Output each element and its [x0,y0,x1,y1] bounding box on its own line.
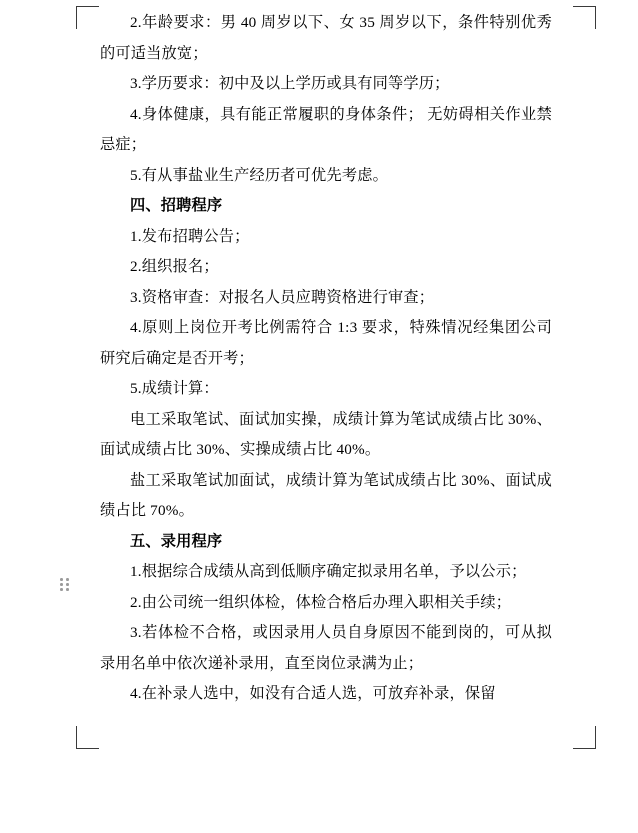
paragraph-step-announcement: 1.发布招聘公告； [130,227,250,245]
heading-section-four: 四、招聘程序 [130,197,223,214]
crop-mark-top-left [76,6,99,29]
document-body [100,8,552,710]
paragraph-hire-step-no-candidate: 4.在补录人选中，如没有合适人选，可放弃补录，保留 [130,685,496,702]
drag-handle-icon[interactable] [60,578,69,592]
paragraph-hire-step-ranking: 1.根据综合成绩从高到低顺序确定拟录用名单，予以公示； [130,563,527,580]
paragraph-age-requirement: 2.年龄要求：男 40 周岁以下、女 35 周岁以下，条件特别优秀的可适当放宽； [100,14,552,62]
paragraph-step-registration: 2.组织报名； [130,258,219,275]
paragraph-step-score-calculation: 5.成绩计算： [130,380,219,397]
paragraph-electrician-scoring: 电工采取笔试、面试加实操，成绩计算为笔试成绩占比 30%、面试成绩占比 30%、实操成绩占比 40%。 [100,410,552,458]
paragraph-hire-step-replacement: 3.若体检不合格，或因录用人员自身原因不能到岗的，可从拟录用名单中依次递补录用，直至岗位录满为止； [100,624,552,672]
crop-mark-top-right [573,6,596,29]
crop-mark-bottom-left [76,726,99,749]
paragraph-salt-worker-scoring: 盐工采取笔试加面试，成绩计算为笔试成绩占比 30%、面试成绩占比 70%。 [100,471,552,519]
paragraph-step-exam-ratio: 4.原则上岗位开考比例需符合 1:3 要求，特殊情况经集团公司研究后确定是否开考； [100,319,552,367]
paragraph-education-requirement: 3.学历要求：初中及以上学历或具有同等学历； [130,75,450,92]
paragraph-health-requirement: 4.身体健康，具有能正常履职的身体条件； 无妨碍相关作业禁忌症； [100,105,552,153]
heading-section-five: 五、录用程序 [130,532,223,550]
paragraph-experience-preference: 5.有从事盐业生产经历者可优先考虑。 [130,166,388,184]
paragraph-hire-step-medical: 2.由公司统一组织体检，体检合格后办理入职相关手续； [130,593,512,611]
crop-mark-bottom-right [573,726,596,749]
paragraph-step-qualification-review: 3.资格审查：对报名人员应聘资格进行审查； [130,288,435,306]
